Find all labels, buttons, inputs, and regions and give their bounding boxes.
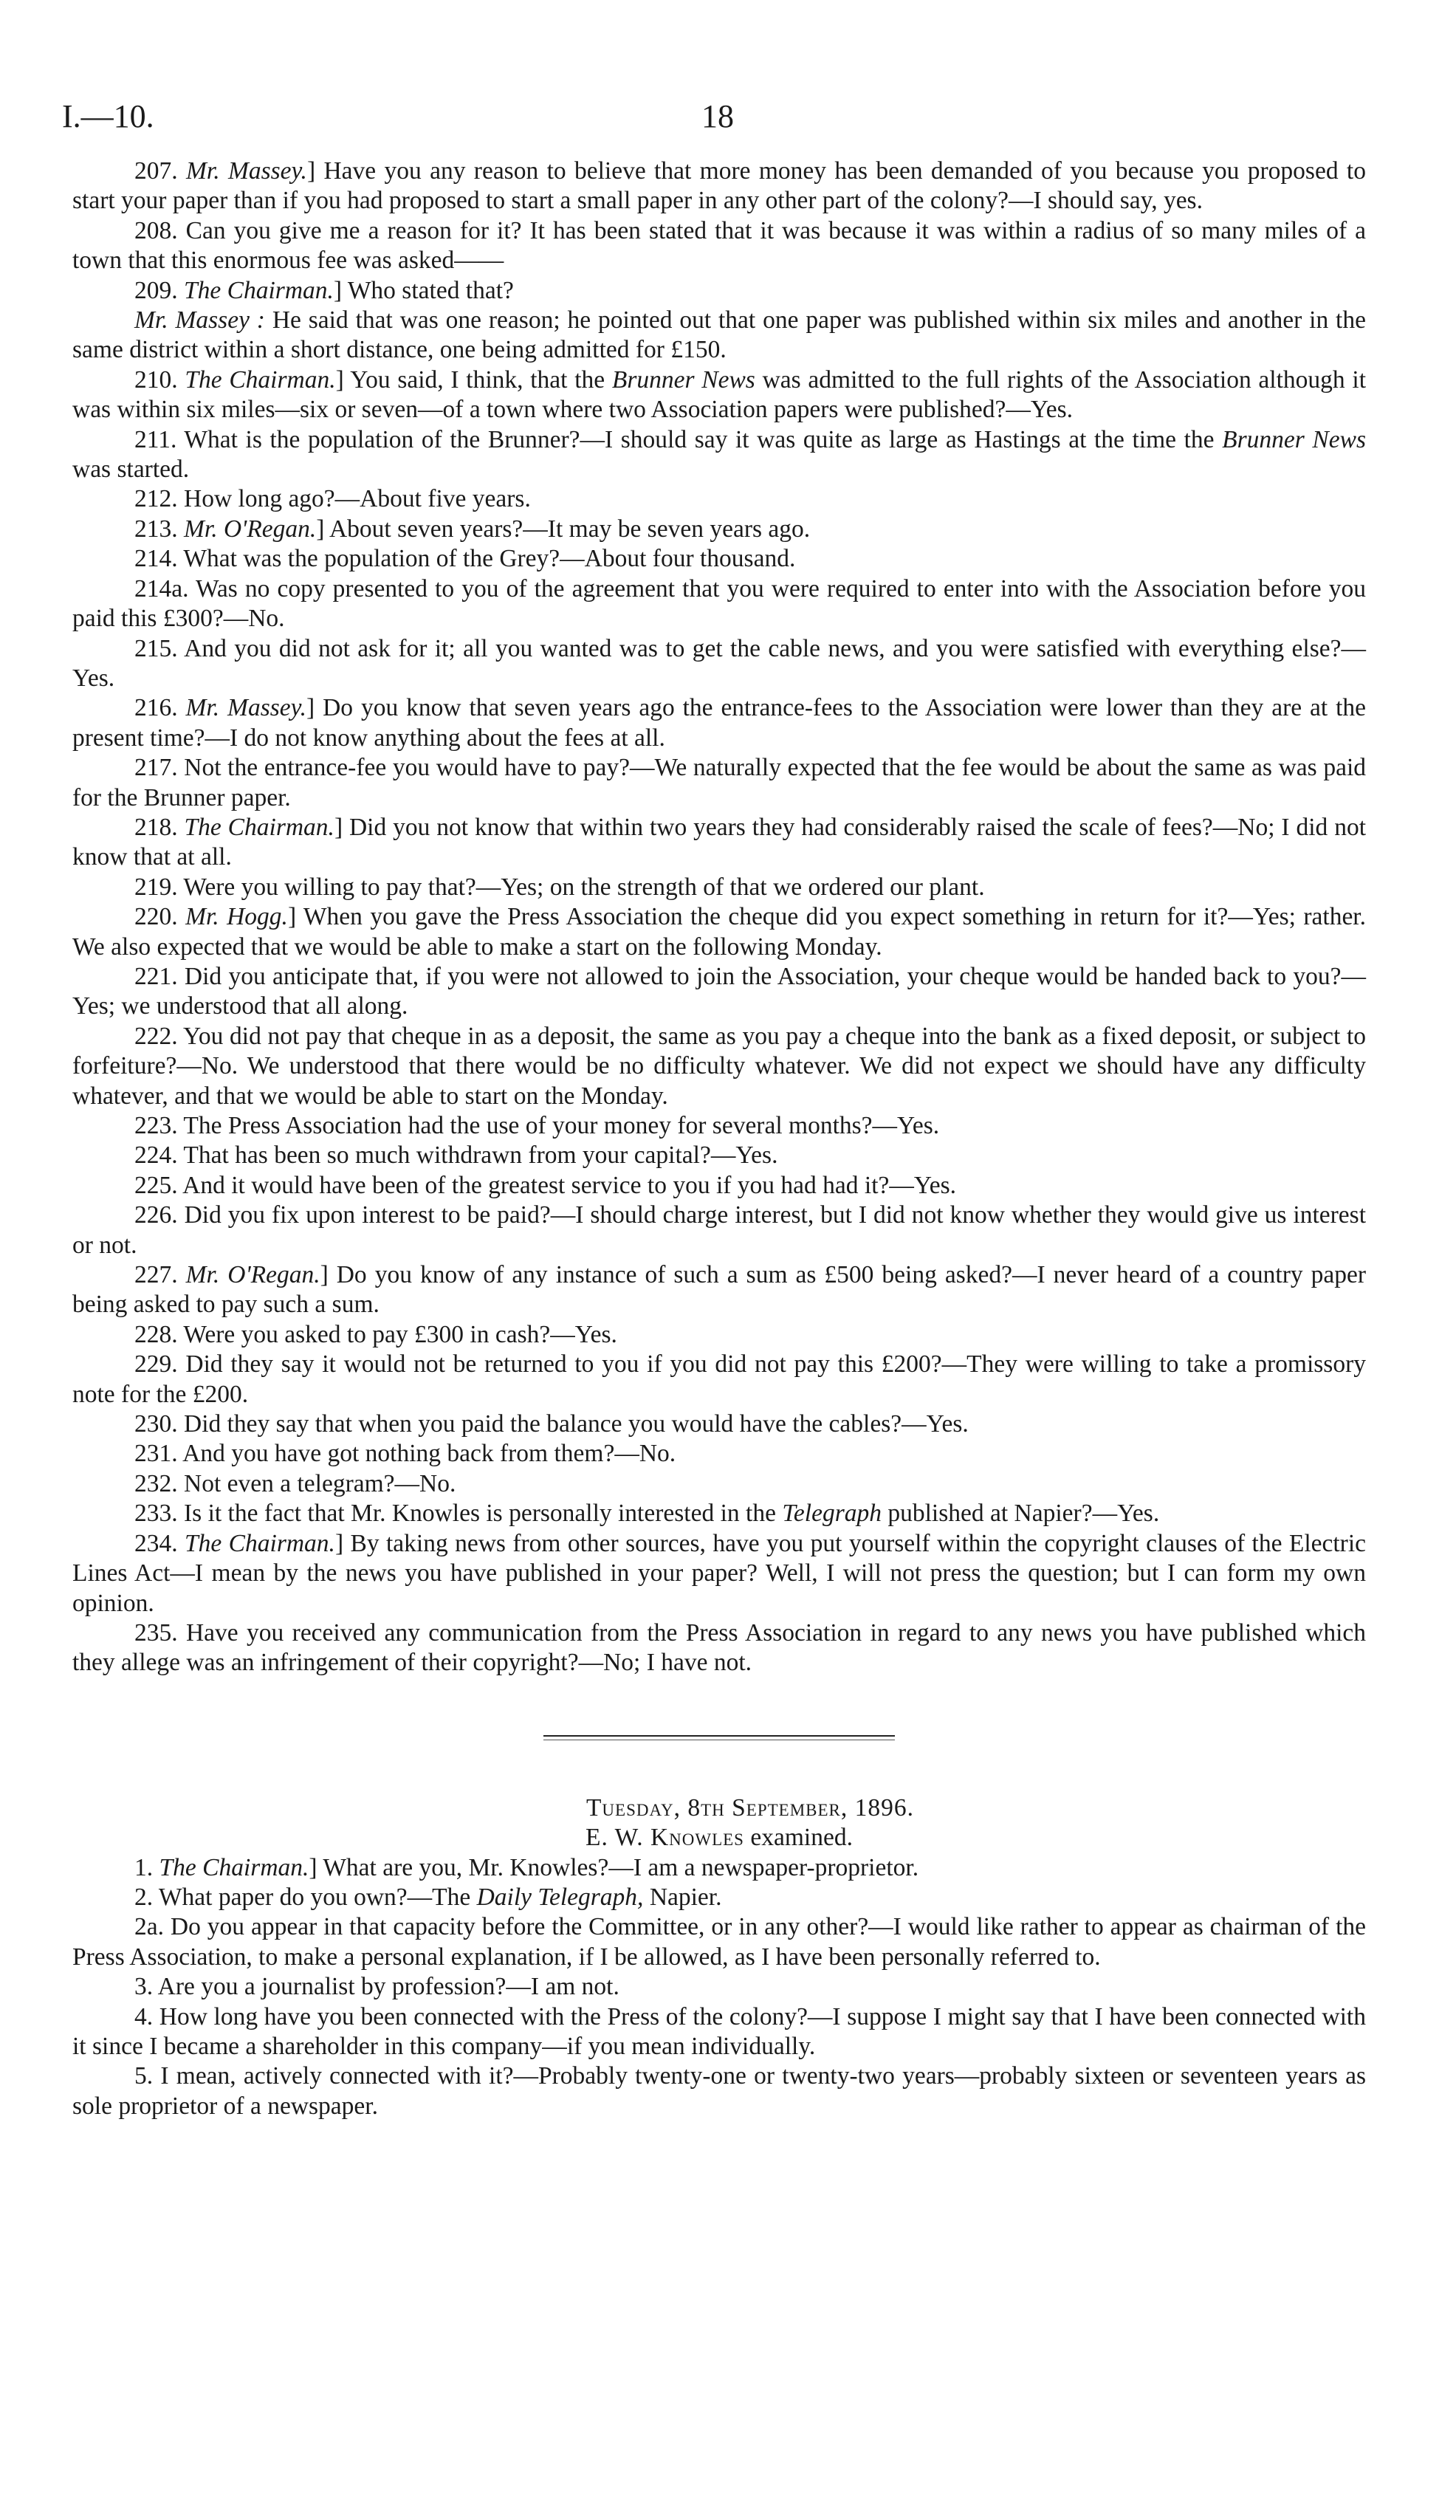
question-paragraph — [72, 693, 1366, 753]
witness-suffix: examined. — [744, 1824, 853, 1852]
paragraph-text: 217. Not the entrance-fee you would have to pay?—We naturally expected that the fee would be about the same as was paid for the Brunner paper. — [72, 754, 1366, 811]
paragraph-text: 229. Did they say it would not be returned to you if you did not pay this £200?—They were willing to take a promissory note for the £200. — [72, 1350, 1366, 1408]
paragraph-text: 216. — [134, 694, 186, 722]
paragraph-text: 210. — [134, 365, 185, 394]
question-paragraph — [72, 365, 1366, 425]
paragraph-text: Telegraph — [782, 1500, 882, 1528]
question-paragraph — [72, 1201, 1366, 1260]
paragraph-text: 228. Were you asked to pay £300 in cash?—Yes. — [134, 1320, 617, 1348]
paragraph-text: 2a. Do you appear in that capacity before the Committee, or in any other?—I would like rather to appear as chairman of the Press Association, to make a personal explanation, if I be allowed, as I have been personally referred to. — [72, 1913, 1366, 1971]
paragraph-text: 235. Have you received any communication from the Press Association in regard to any news you have published which they allege was an infringement of their copyright?—No; I have not. — [72, 1618, 1366, 1677]
paragraph-text: ] Who stated that? — [333, 276, 514, 304]
paragraph-text: 232. Not even a telegram?—No. — [134, 1469, 456, 1497]
paragraph-text: 1. — [134, 1853, 159, 1881]
paragraph-text: 218. — [134, 813, 185, 841]
question-paragraph — [72, 1350, 1366, 1410]
question-paragraph — [72, 544, 1366, 574]
paragraph-text: ] What are you, Mr. Knowles?—I am a newspaper-proprietor. — [309, 1853, 919, 1881]
paragraph-text: 207. — [134, 157, 186, 185]
question-paragraph — [72, 306, 1366, 365]
paragraph-text: 224. That has been so much withdrawn from your capital?—Yes. — [134, 1141, 778, 1170]
paragraph-text: 4. How long have you been connected with the Press of the colony?—I suppose I might say that I have been connected with it since I became a shareholder in this company—if you mean individually. — [72, 2002, 1366, 2060]
paragraph-text: 5. I mean, actively connected with it?—Probably twenty-one or twenty-two years—probably sixteen or seventeen years as sole proprietor of a newspaper. — [72, 2062, 1366, 2120]
paragraph-text: 234. — [134, 1529, 185, 1557]
paragraph-text: 215. And you did not ask for it; all you wanted was to get the cable news, and you were satisfied with everything else?—Yes. — [72, 634, 1366, 692]
witness-name: E. W. Knowles — [586, 1824, 744, 1852]
page-header — [62, 97, 1391, 142]
paragraph-text: 233. Is it the fact that Mr. Knowles is personally interested in the — [134, 1500, 783, 1528]
paragraph-text: 211. What is the population of the Brunner?—I should say it was quite as large as Hastings at the time the — [134, 425, 1223, 453]
question-paragraph — [72, 1320, 1366, 1350]
question-paragraph — [72, 1883, 1366, 1912]
paragraph-text: 225. And it would have been of the greatest service to you if you had had it?—Yes. — [134, 1171, 957, 1199]
paragraph-text: He said that was one reason; he pointed out that one paper was published within six miles and another in the same district within a short distance, one being admitted for £150. — [72, 306, 1366, 364]
question-paragraph — [72, 425, 1366, 485]
paragraph-text: Brunner News — [611, 365, 755, 394]
question-paragraph — [72, 276, 1366, 306]
question-paragraph — [72, 813, 1366, 873]
paragraph-text: The Chairman. — [185, 365, 336, 394]
question-paragraph — [72, 574, 1366, 634]
paragraph-text: ] About seven years?—It may be seven years ago. — [316, 515, 811, 543]
question-paragraph — [72, 1469, 1366, 1499]
paragraph-text: Mr. Massey. — [185, 694, 307, 722]
question-paragraph — [72, 1618, 1366, 1678]
question-paragraph — [72, 1499, 1366, 1528]
session-date: Tuesday, 8th September, 1896. — [586, 1793, 915, 1822]
paragraph-text: Mr. Massey : — [134, 306, 265, 334]
question-paragraph — [72, 1853, 1366, 1883]
question-paragraph — [72, 515, 1366, 544]
question-paragraph — [72, 1439, 1366, 1469]
paragraph-text: 226. Did you fix upon interest to be paid?—I should charge interest, but I did not know whether they would give us interest or not. — [72, 1201, 1366, 1259]
question-paragraph — [72, 1529, 1366, 1618]
paragraph-text: 231. And you have got nothing back from them?—No. — [134, 1440, 676, 1468]
paragraph-text: published at Napier?—Yes. — [881, 1500, 1160, 1528]
question-paragraph — [72, 1111, 1366, 1141]
paragraph-text: Napier. — [643, 1883, 722, 1911]
question-paragraph — [72, 902, 1366, 962]
paragraph-text: 212. How long ago?—About five years. — [134, 485, 531, 513]
question-paragraph — [72, 216, 1366, 276]
evidence-part-2 — [72, 1853, 1366, 2122]
question-paragraph — [72, 157, 1366, 216]
paragraph-text: The Chairman. — [185, 1529, 335, 1557]
paragraph-text: 209. — [134, 276, 184, 304]
question-paragraph — [72, 1260, 1366, 1320]
question-paragraph — [72, 873, 1366, 902]
question-paragraph — [72, 1410, 1366, 1439]
paragraph-text: ] By taking news from other sources, have you put yourself within the copyright clauses of the Electric Lines Act—I mean by the news you have published in your paper? Well, I will not press the question; but I can form my own opinion. — [72, 1529, 1367, 1617]
question-paragraph — [72, 1912, 1366, 1972]
question-paragraph — [72, 484, 1366, 514]
paragraph-text: 2. What paper do you own?—The — [134, 1883, 477, 1911]
paragraph-text: The Chairman. — [159, 1853, 309, 1881]
paragraph-text: ] Do you know that seven years ago the entrance-fees to the Association were lower than they are at the present time?—I do not know anything about the fees at all. — [72, 694, 1367, 752]
paragraph-text: ] Do you know of any instance of such a sum as £500 being asked?—I never heard of a country paper being asked to pay such a sum. — [72, 1261, 1367, 1319]
paragraph-text: 220. — [134, 903, 186, 931]
question-paragraph — [72, 1171, 1366, 1201]
paragraph-text: 214a. Was no copy presented to you of the agreement that you were required to enter into with the Association before you paid this £300?—No. — [72, 574, 1366, 633]
paragraph-text: Daily Telegraph, — [476, 1883, 644, 1911]
section-divider — [543, 1735, 895, 1737]
paragraph-text: 221. Did you anticipate that, if you were not allowed to join the Association, your cheque would be handed back to you?—Yes; we understood that all along. — [72, 962, 1366, 1020]
question-paragraph — [72, 1972, 1366, 2002]
paragraph-text: The Chairman. — [184, 813, 334, 841]
evidence-part-1 — [72, 157, 1366, 1678]
paragraph-text: ] You said, I think, that the — [335, 365, 612, 394]
question-paragraph — [72, 634, 1366, 694]
paper-reference: I.—10. — [62, 98, 154, 134]
question-paragraph — [72, 1141, 1366, 1170]
paragraph-text: was admitted to the full rights of the Association although it was within six miles—six or seven—of a town where two Association papers were published?—Yes. — [72, 365, 1367, 424]
paragraph-text: 208. Can you give me a reason for it? It has been stated that it was because it was within a radius of so many miles of a town that this enormous fee was asked—— — [72, 216, 1366, 275]
paragraph-text: 3. Are you a journalist by profession?—I am not. — [134, 1973, 619, 2001]
paragraph-text: 227. — [134, 1261, 186, 1289]
paragraph-text: ] Have you any reason to believe that more money has been demanded of you because you proposed to start your paper than if you had proposed to start a small paper in any other part of the colony?—I should say, yes. — [72, 157, 1366, 215]
paragraph-text: Brunner News — [1222, 425, 1366, 453]
document-body — [72, 157, 1366, 2121]
paragraph-text: 230. Did they say that when you paid the balance you would have the cables?—Yes. — [134, 1410, 969, 1438]
paragraph-text: Mr. Massey. — [185, 157, 307, 185]
question-paragraph — [72, 753, 1366, 813]
paragraph-text: The Chairman. — [184, 276, 334, 304]
paragraph-text: was started. — [72, 456, 190, 484]
paragraph-text: 223. The Press Association had the use of your money for several months?—Yes. — [134, 1112, 940, 1139]
question-paragraph — [72, 2061, 1366, 2121]
paragraph-text: 213. — [134, 515, 184, 543]
page-number: 18 — [701, 98, 734, 134]
paragraph-text: ] Did you not know that within two years they had considerably raised the scale of fees?—No; I did not know that at all. — [72, 813, 1366, 871]
paragraph-text: 222. You did not pay that cheque in as a deposit, the same as you pay a cheque into the bank as a fixed deposit, or subject to forfeiture?—No. We understood that there would be no difficulty whatever. We did not expect we should have any difficulty whatever, and that we would be able to start on the Monday. — [72, 1022, 1366, 1110]
witness-heading — [72, 1823, 1366, 1853]
question-paragraph — [72, 1022, 1366, 1111]
paragraph-text: ] When you gave the Press Association the cheque did you expect something in return for it?—Yes; rather. We also expected that we would be able to make a start on the following Monday. — [72, 903, 1366, 961]
paragraph-text: Mr. O'Regan. — [184, 515, 317, 543]
question-paragraph — [72, 2002, 1366, 2062]
paragraph-text: 219. Were you willing to pay that?—Yes; on the strength of that we ordered our plant. — [134, 873, 985, 901]
paragraph-text: 214. What was the population of the Grey?—About four thousand. — [134, 545, 796, 573]
question-paragraph — [72, 962, 1366, 1022]
paragraph-text: Mr. O'Regan. — [185, 1261, 320, 1289]
paragraph-text: Mr. Hogg. — [185, 903, 288, 931]
